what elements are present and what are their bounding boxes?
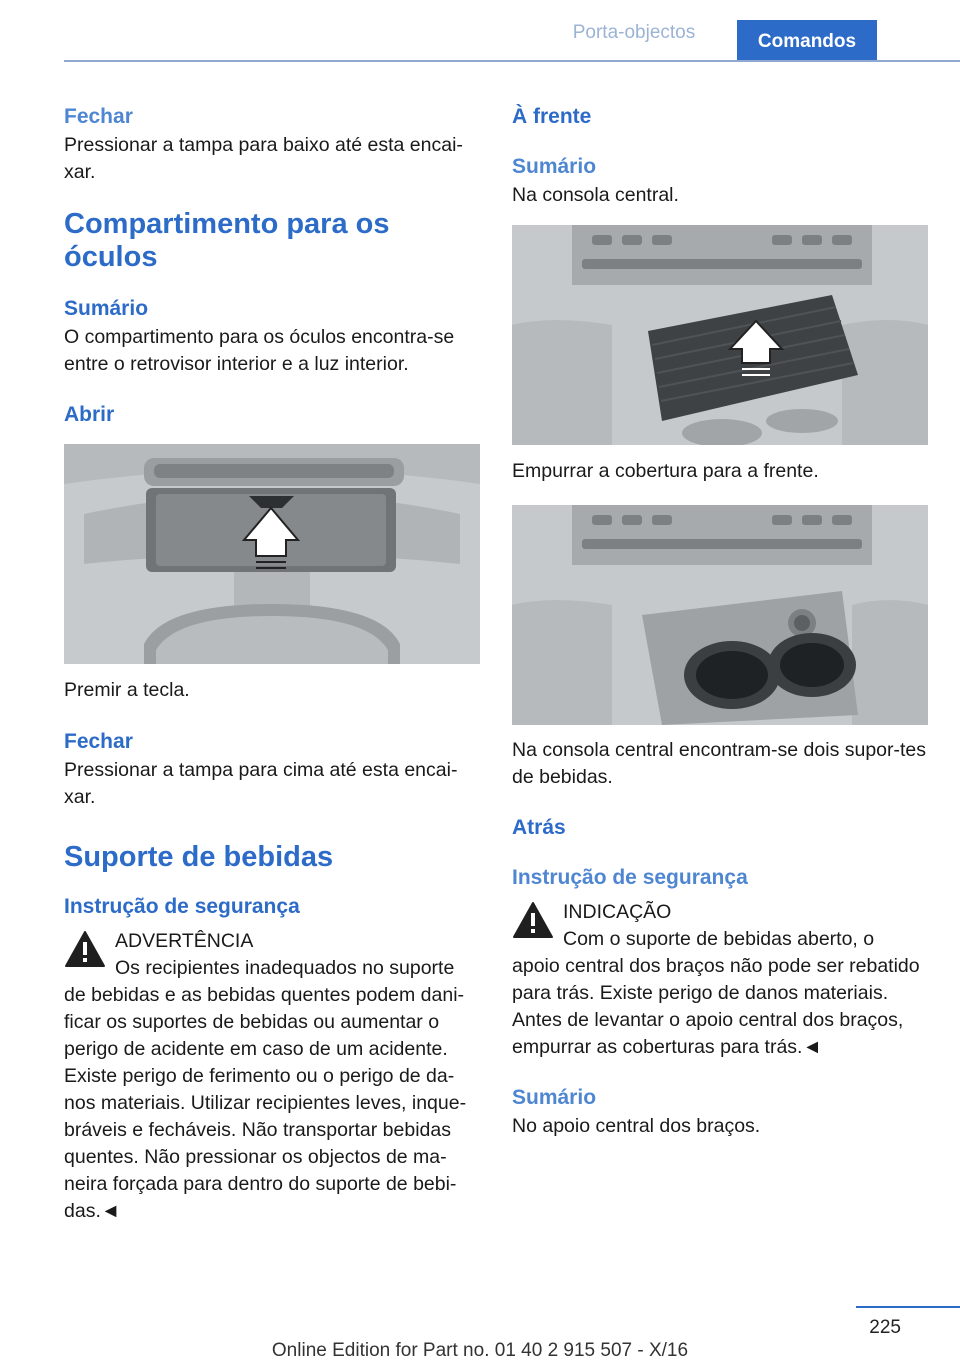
close-up-heading: Fechar	[64, 730, 133, 753]
warning-label: ADVERTÊNCIA	[115, 930, 254, 952]
warning-triangle-icon	[512, 901, 554, 939]
note-label: INDICAÇÃO	[563, 901, 672, 923]
open-caption: Premir a tecla.	[64, 679, 190, 701]
warning-text	[64, 955, 480, 1225]
cupholders-image	[512, 505, 928, 725]
cupholder-safety-heading: Instrução de segurança	[64, 895, 300, 918]
warning-first-line: Os recipientes inadequados no suporte	[115, 957, 455, 979]
header-chapter-tab: Comandos	[737, 20, 877, 62]
console-cover-image	[512, 225, 928, 445]
front-summary-heading: Sumário	[512, 155, 597, 178]
rear-summary-text: No apoio central dos braços.	[512, 1115, 761, 1137]
glasses-compartment-title: Compartimento para os óculos	[64, 208, 390, 273]
header-rule	[64, 60, 960, 62]
footer-edition: Online Edition for Part no. 01 40 2 915 507 - X/16	[271, 1340, 689, 1361]
rear-safety-heading: Instrução de segurança	[512, 866, 748, 889]
front-summary-text: Na consola central.	[512, 184, 679, 206]
glasses-summary-text: O compartimento para os óculos encontra-se entre o retrovisor interior e a luz interior.	[64, 326, 455, 375]
note-block	[512, 899, 928, 1061]
note-text	[512, 926, 928, 1061]
right-column	[512, 100, 928, 1140]
front-heading: À frente	[512, 105, 592, 128]
note-rest: apoio central dos braços não pode ser rebatido para trás. Existe perigo de danos materiais. Antes de levantar o apoio central dos braços, empurrar as coberturas para trás.◄	[512, 955, 920, 1058]
footer-rule	[856, 1306, 960, 1308]
warning-triangle-icon	[64, 930, 106, 968]
warning-rest: de bebidas e as bebidas quentes podem dani-ficar os suportes de bebidas ou aumentar o perigo de acidente em caso de um acidente. Existe perigo de ferimento ou o perigo de da-nos materiais. Utilizar recipientes leves, inque-bráveis e fecháveis. Não transportar bebidas quentes. Não pressionar os objectos de ma-neira forçada para dentro do suporte de bebi-das.◄	[64, 984, 467, 1222]
cupholders-caption: Na consola central encontram-se dois supor-tes de bebidas.	[512, 739, 927, 788]
close-up-text: Pressionar a tampa para cima até esta encai- xar.	[64, 759, 458, 808]
page-header	[0, 0, 960, 62]
note-first-line: Com o suporte de bebidas aberto, o	[563, 928, 875, 950]
cupholder-title: Suporte de bebidas	[64, 841, 334, 873]
rear-heading: Atrás	[512, 816, 566, 839]
open-heading: Abrir	[64, 403, 115, 426]
console-cover-caption: Empurrar a cobertura para a frente.	[512, 460, 819, 482]
glasses-compartment-image	[64, 444, 480, 664]
fechar-heading: Fechar	[64, 105, 133, 128]
page-number: 225	[869, 1317, 901, 1338]
fechar-text: Pressionar a tampa para baixo até esta encai- xar.	[64, 134, 463, 183]
warning-block	[64, 928, 480, 1225]
header-section-title: Porta-objectos	[572, 22, 696, 43]
glasses-summary-heading: Sumário	[64, 297, 149, 320]
rear-summary-heading: Sumário	[512, 1086, 597, 1109]
left-column	[64, 100, 480, 1225]
